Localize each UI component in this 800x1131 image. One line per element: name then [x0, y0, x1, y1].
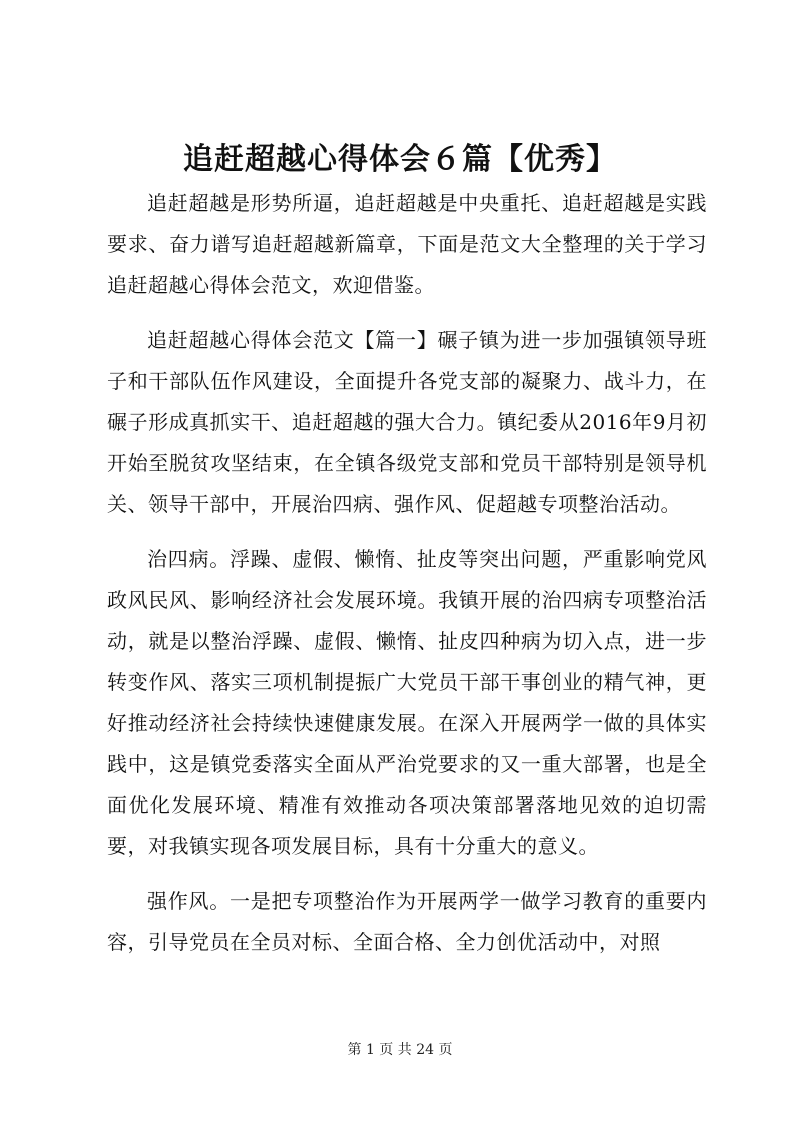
page-number-footer: 第 1 页 共 24 页: [347, 1042, 453, 1058]
document-body: [107, 183, 707, 977]
paragraph-strengthen-style: 强作风。一是把专项整治作为开展两学一做学习教育的重要内容，引导党员在全员对标、全面合格、全力创优活动中，对照: [107, 889, 707, 954]
document-title: 追赶超越心得体会６篇【优秀】: [183, 142, 617, 177]
paragraph-intro: 追赶超越是形势所逼，追赶超越是中央重托、追赶超越是实践要求、奋力谱写追赶超越新篇章，下面是范文大全整理的关于学习追赶超越心得体会范文，欢迎借鉴。: [107, 191, 707, 297]
paragraph-four-ills: 治四病。浮躁、虚假、懒惰、扯皮等突出问题，严重影响党风政风民风、影响经济社会发展环境。我镇开展的治四病专项整治活动，就是以整治浮躁、虚假、懒惰、扯皮四种病为切入点，进一步转变作风、落实三项机制提振广大党员干部干事创业的精气神，更好推动经济社会持续快速健康发展。在深入开展两学一做的具体实践中，这是镇党委落实全面从严治党要求的又一重大部署，也是全面优化发展环境、精准有效推动各项决策部署落地见效的迫切需要，对我镇实现各项发展目标，具有十分重大的意义。: [107, 547, 707, 858]
paragraph-sample-one: 追赶超越心得体会范文【篇一】碾子镇为进一步加强镇领导班子和干部队伍作风建设，全面提升各党支部的凝聚力、战斗力，在碾子形成真抓实干、追赶超越的强大合力。镇纪委从2016年9月初开始至脱贫攻坚结束，在全镇各级党支部和党员干部特别是领导机关、领导干部中，开展治四病、强作风、促超越专项整治活动。: [107, 328, 707, 516]
